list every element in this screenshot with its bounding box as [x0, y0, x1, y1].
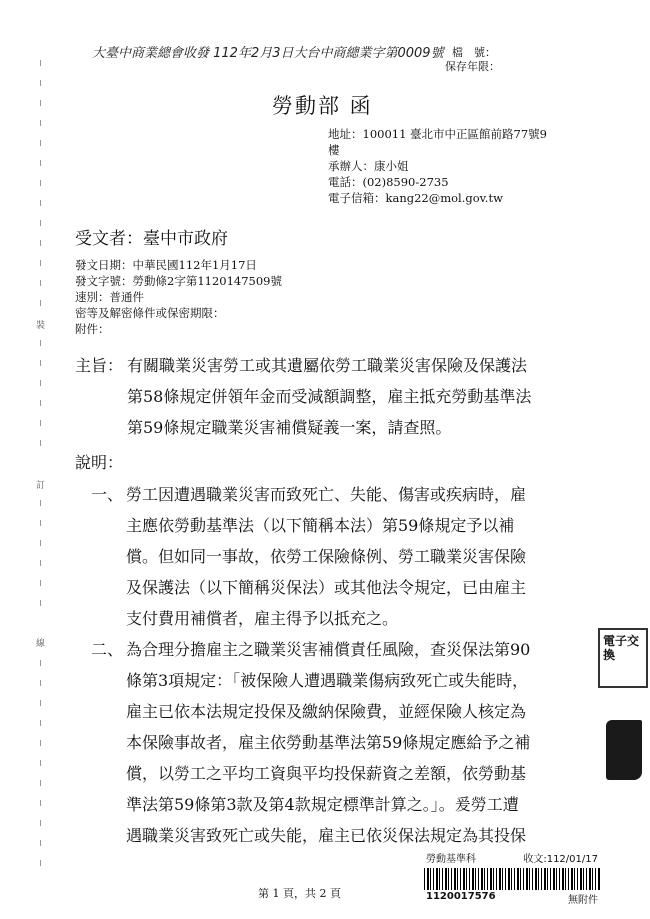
barcode	[424, 868, 600, 890]
address-line-1: 地址：100011 臺北市中正區館前路77號9	[328, 127, 548, 141]
retention-label: 保存年限：	[445, 60, 500, 73]
subject-label: 主旨：	[75, 356, 124, 375]
file-number-label: 檔 號：	[452, 46, 496, 59]
phone-number: 電話：(02)8590-2735	[328, 175, 449, 189]
address-line-2: 樓	[328, 143, 340, 157]
stamp-text: 電子交換	[603, 634, 640, 662]
item-1-line: 主應依勞動基準法（以下簡稱本法）第59條規定予以補	[126, 516, 515, 535]
binding-mark-bottom: 線	[36, 639, 46, 649]
item-2-label: 二、	[91, 640, 124, 659]
item-2-line: 遇職業災害致死亡或失能，雇主已依災保法規定為其投保	[126, 826, 527, 845]
item-1-label: 一、	[91, 485, 124, 504]
item-2-line: 本保險事故者，雇主依勞動基準法第59條規定應給予之補	[126, 733, 531, 752]
receipt-date: 收文:112/01/17	[523, 854, 598, 865]
electronic-exchange-stamp	[598, 628, 648, 688]
issue-number: 發文字號：勞動條2字第1120147509號	[75, 274, 282, 288]
receipt-number: 1120017576	[426, 891, 496, 902]
receipt-label	[424, 850, 600, 904]
attachments: 附件：	[75, 322, 110, 336]
email-address: 電子信箱：kang22@mol.gov.tw	[328, 191, 503, 205]
item-1-line: 支付費用補償者，雇主得予以抵充之。	[126, 609, 399, 628]
page-indicator: 第 1 頁，共 2 頁	[258, 887, 341, 900]
subject-line: 第58條規定併領年金而受減額調整，雇主抵充勞動基準法	[127, 387, 532, 406]
receipt-department: 勞動基準科	[426, 854, 476, 865]
delivery-type: 速別：普通件	[75, 290, 144, 304]
stamp-smudge	[606, 720, 642, 780]
handwritten-receipt-note: 大臺中商業總會收發 112年2月3日大台中商總業字第0009號	[92, 46, 444, 61]
item-1-line: 勞工因遭遇職業災害而致死亡、失能、傷害或疾病時，雇	[126, 485, 527, 504]
item-2-line: 為合理分擔雇主之職業災害補償責任風險，查災保法第90	[126, 640, 531, 659]
item-2-line: 條第3項規定：「被保險人遭遇職業傷病致死亡或失能時，	[126, 671, 529, 690]
item-2-line: 準法第59條第3款及第4款規定標準計算之。」。爰勞工遭	[126, 795, 519, 814]
explanation-label: 說明：	[75, 453, 124, 472]
security-level: 密等及解密條件或保密期限：	[75, 306, 225, 320]
item-2-line: 償，以勞工之平均工資與平均投保薪資之差額，依勞動基	[126, 764, 527, 783]
item-2-line: 雇主已依本法規定投保及繳納保險費，並經保險人核定為	[126, 702, 527, 721]
item-1-line: 及保護法（以下簡稱災保法）或其他法令規定，已由雇主	[126, 578, 527, 597]
document-title: 勞動部 函	[272, 94, 373, 118]
subject-line: 有關職業災害勞工或其遺屬依勞工職業災害保險及保護法	[127, 356, 528, 375]
binding-mark-top: 裝	[36, 321, 46, 331]
subject-line: 第59條規定職業災害補償疑義一案，請查照。	[127, 418, 452, 437]
issue-date: 發文日期：中華民國112年1月17日	[75, 258, 257, 272]
item-1-line: 償。但如同一事故，依勞工保險條例、勞工職業災害保險	[126, 547, 527, 566]
binding-mark-mid: 訂	[36, 481, 46, 491]
recipient: 受文者：臺中市政府	[75, 229, 228, 249]
receipt-attachment-status: 無附件	[568, 895, 598, 906]
contact-person: 承辦人：康小姐	[328, 159, 409, 173]
